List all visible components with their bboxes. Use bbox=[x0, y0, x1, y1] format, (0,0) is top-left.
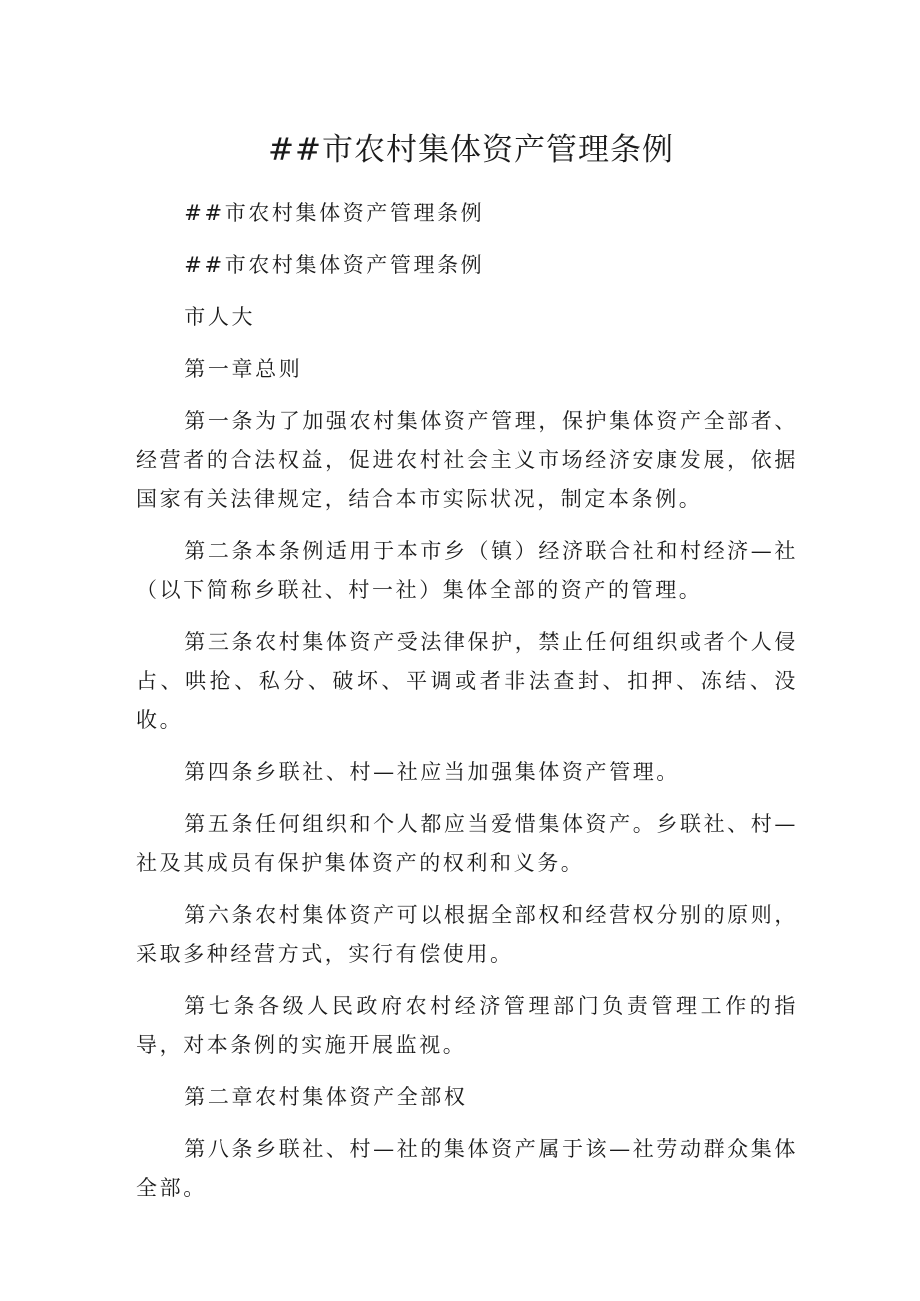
article-7: 第七条各级人民政府农村经济管理部门负责管理工作的指导，对本条例的实施开展监视。 bbox=[136, 994, 798, 1057]
article-2: 第二条本条例适用于本市乡（镇）经济联合社和村经济—社（以下简称乡联社、村一社）集体全部的资产的管理。 bbox=[136, 539, 798, 602]
subtitle-line-1: ##市农村集体资产管理条例 bbox=[184, 201, 485, 225]
article-6: 第六条农村集体资产可以根据全部权和经营权分别的原则，采取多种经营方式，实行有偿使用。 bbox=[136, 903, 798, 966]
article-4: 第四条乡联社、村—社应当加强集体资产管理。 bbox=[184, 760, 680, 784]
document-title: ##市农村集体资产管理条例 bbox=[268, 132, 674, 168]
article-1: 第一条为了加强农村集体资产管理，保护集体资产全部者、经营者的合法权益，促进农村社会主义市场经济安康发展，依据国家有关法律规定，结合本市实际状况，制定本条例。 bbox=[136, 409, 798, 511]
chapter-heading-1: 第一章总则 bbox=[184, 357, 303, 381]
article-3: 第三条农村集体资产受法律保护，禁止任何组织或者个人侵占、哄抢、私分、破坏、平调或者非法查封、扣押、冻结、没收。 bbox=[136, 630, 798, 732]
issuer-line: 市人大 bbox=[184, 305, 256, 329]
chapter-heading-2: 第二章农村集体资产全部权 bbox=[184, 1085, 468, 1109]
article-5: 第五条任何组织和个人都应当爱惜集体资产。乡联社、村—社及其成员有保护集体资产的权利和义务。 bbox=[136, 812, 798, 875]
subtitle-line-2: ##市农村集体资产管理条例 bbox=[184, 253, 485, 277]
article-8: 第八条乡联社、村—社的集体资产属于该—社劳动群众集体全部。 bbox=[136, 1137, 798, 1200]
